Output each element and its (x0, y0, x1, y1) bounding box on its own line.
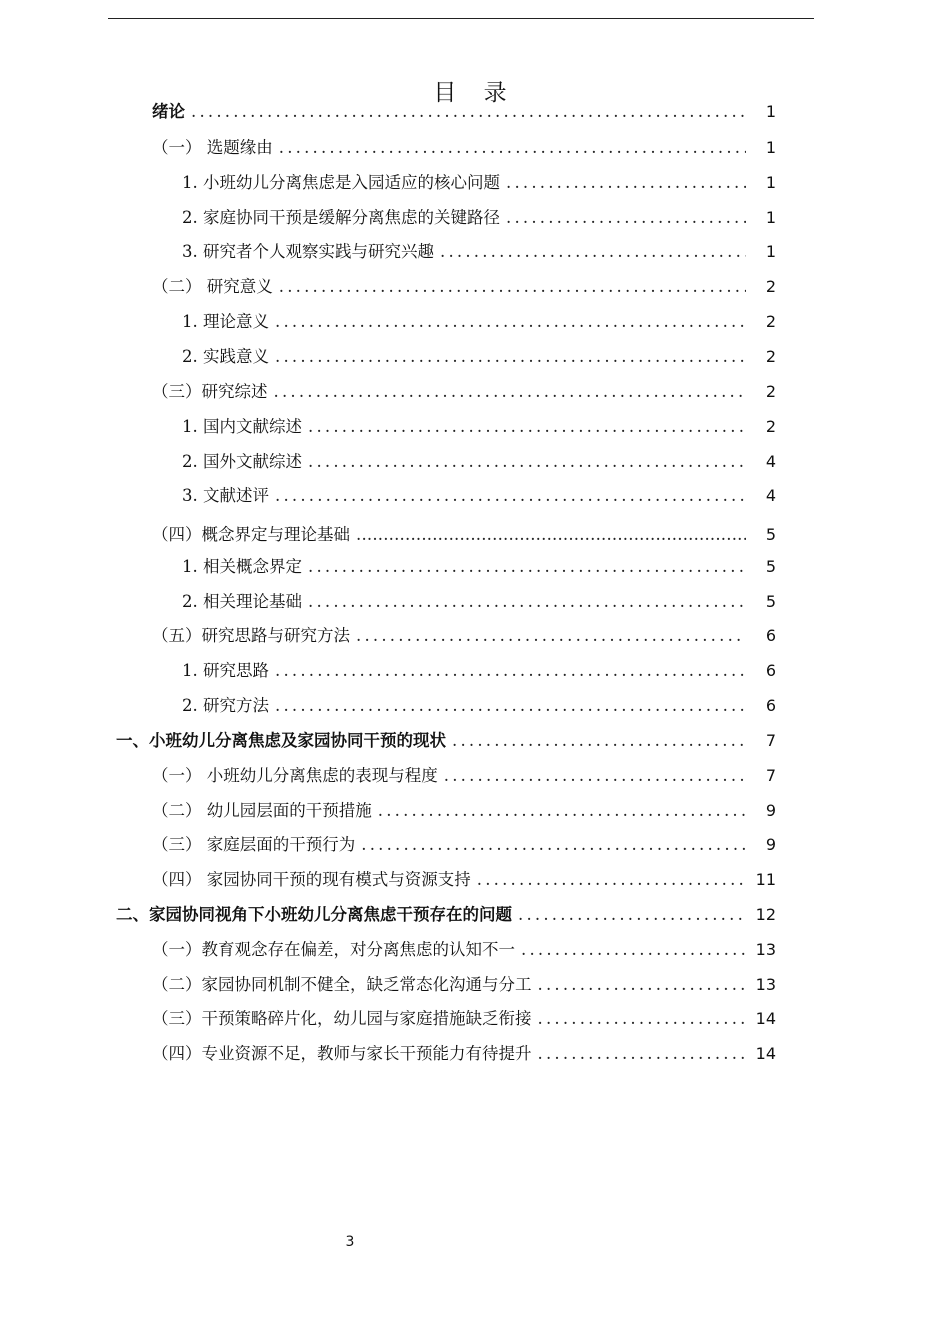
toc-leader-dots (279, 138, 746, 157)
toc-entry-label: 1. 相关概念界定 (182, 557, 302, 576)
toc-entry-label: （四）概念界定与理论基础 (152, 525, 350, 544)
toc-entry-label: （二） 研究意义 (152, 277, 273, 296)
toc-leader-dots (538, 1009, 747, 1028)
toc-entry[interactable] (182, 308, 776, 332)
toc-entry-page: 13 (755, 975, 776, 994)
toc-entry-label: （一） 小班幼儿分离焦虑的表现与程度 (152, 766, 438, 785)
toc-entry-page: 6 (765, 696, 776, 715)
toc-leader-dots (538, 975, 747, 994)
toc-entry[interactable] (152, 1040, 776, 1064)
toc-entry-label: 1. 理论意义 (182, 312, 269, 331)
toc-entry-label: 1. 小班幼儿分离焦虑是入园适应的核心问题 (182, 173, 500, 192)
toc-entry[interactable] (182, 343, 776, 367)
toc-title: 目 录 (433, 80, 517, 106)
toc-entry-label: 3. 研究者个人观察实践与研究兴趣 (182, 242, 434, 261)
toc-entry[interactable] (116, 901, 776, 925)
toc-entry-label: （二）家园协同机制不健全，缺乏常态化沟通与分工 (152, 975, 532, 994)
toc-entry-page: 2 (765, 382, 776, 401)
toc-leader-dots (308, 452, 746, 471)
toc-entry-label: （二） 幼儿园层面的干预措施 (152, 801, 372, 820)
toc-leader-dots (444, 766, 746, 785)
toc-entry-page: 2 (765, 312, 776, 331)
toc-leader-dots (275, 661, 746, 680)
toc-entry-label: （三） 家庭层面的干预行为 (152, 835, 356, 854)
toc-entry[interactable] (152, 98, 776, 122)
toc-entry[interactable] (182, 482, 776, 506)
toc-entry-label: 二、家园协同视角下小班幼儿分离焦虑干预存在的问题 (116, 905, 512, 924)
toc-entry-label: 3. 文献述评 (182, 486, 269, 505)
toc-entry-page: 2 (765, 417, 776, 436)
toc-entry[interactable] (152, 273, 776, 297)
toc-leader-dots (356, 626, 746, 645)
toc-entry-label: （四）专业资源不足，教师与家长干预能力有待提升 (152, 1044, 532, 1063)
toc-entry-page: 7 (765, 731, 776, 750)
toc-entry-page: 5 (765, 592, 776, 611)
toc-leader-dots (275, 696, 746, 715)
toc-entry-page: 9 (765, 801, 776, 820)
toc-entry-page: 4 (765, 486, 776, 505)
toc-entry[interactable] (152, 971, 776, 995)
toc-entry-page: 1 (765, 138, 776, 157)
toc-leader-dots (361, 835, 746, 854)
toc-entry[interactable] (182, 413, 776, 437)
toc-entry-label: 2. 实践意义 (182, 347, 269, 366)
toc-entry-page: 14 (755, 1009, 776, 1028)
toc-leader-dots (308, 557, 746, 576)
toc-entry-page: 2 (765, 347, 776, 366)
toc-entry-label: （三）研究综述 (152, 382, 268, 401)
toc-entry-label: 1. 国内文献综述 (182, 417, 302, 436)
toc-leader-dots (521, 940, 746, 959)
toc-entry-page: 4 (765, 452, 776, 471)
toc-entry-page: 6 (765, 661, 776, 680)
toc-entry-page: 1 (765, 173, 776, 192)
toc-leader-dots (440, 242, 746, 261)
toc-leader-dots (275, 347, 746, 366)
toc-entry-label: 2. 家庭协同干预是缓解分离焦虑的关键路径 (182, 208, 500, 227)
toc-entry-page: 2 (765, 277, 776, 296)
toc-leader-dots (506, 208, 746, 227)
toc-entry[interactable] (182, 448, 776, 472)
toc-entry-page: 5 (765, 525, 776, 544)
toc-entry-label: 2. 国外文献综述 (182, 452, 302, 471)
toc-entry[interactable] (152, 622, 776, 646)
toc-leader-dots (477, 870, 746, 889)
toc-entry-label: 绪论 (152, 102, 185, 121)
toc-leader-dots (274, 382, 747, 401)
toc-entry-page: 12 (755, 905, 776, 924)
toc-leader-dots (308, 592, 746, 611)
toc-entry[interactable] (152, 762, 776, 786)
toc-entry-page: 11 (755, 870, 776, 889)
toc-entry-label: 2. 研究方法 (182, 696, 269, 715)
toc-leader-dots (356, 525, 746, 544)
toc-entry-label: （一）教育观念存在偏差，对分离焦虑的认知不一 (152, 940, 515, 959)
toc-entry-page: 9 (765, 835, 776, 854)
toc-entry-page: 7 (765, 766, 776, 785)
toc-leader-dots (378, 801, 746, 820)
toc-entry-label: （五）研究思路与研究方法 (152, 626, 350, 645)
toc-entry[interactable] (182, 238, 776, 262)
toc-leader-dots (279, 277, 746, 296)
page-number: 3 (345, 1234, 355, 1250)
toc-entry[interactable] (152, 378, 776, 402)
toc-entry[interactable] (152, 1005, 776, 1029)
toc-entry[interactable] (152, 831, 776, 855)
toc-leader-dots (452, 731, 746, 750)
toc-leader-dots (308, 417, 746, 436)
toc-entry-label: 1. 研究思路 (182, 661, 269, 680)
header-rule (108, 18, 814, 19)
toc-entry[interactable] (182, 204, 776, 228)
toc-entry-label: 一、小班幼儿分离焦虑及家园协同干预的现状 (116, 731, 446, 750)
toc-entry-label: （四） 家园协同干预的现有模式与资源支持 (152, 870, 471, 889)
toc-leader-dots (275, 486, 746, 505)
toc-entry[interactable] (182, 692, 776, 716)
toc-entry-label: （一） 选题缘由 (152, 138, 273, 157)
toc-entry-page: 13 (755, 940, 776, 959)
toc-entry[interactable] (116, 727, 776, 751)
toc-entry[interactable] (182, 588, 776, 612)
toc-entry-page: 14 (755, 1044, 776, 1063)
toc-entry[interactable] (182, 169, 776, 193)
toc-entry-page: 1 (765, 208, 776, 227)
toc-entry-page: 5 (765, 557, 776, 576)
toc-leader-dots (275, 312, 746, 331)
toc-entry[interactable] (182, 553, 776, 577)
toc-entry[interactable] (152, 134, 776, 158)
toc-leader-dots (518, 905, 746, 924)
toc-entry[interactable] (152, 866, 776, 890)
toc-entry[interactable] (152, 936, 776, 960)
toc-entry-page: 6 (765, 626, 776, 645)
toc-entry-label: 2. 相关理论基础 (182, 592, 302, 611)
toc-entry-page: 1 (765, 102, 776, 121)
toc-leader-dots (191, 102, 746, 121)
toc-entry[interactable] (182, 657, 776, 681)
toc-leader-dots (538, 1044, 747, 1063)
toc-entry-label: （三）干预策略碎片化，幼儿园与家庭措施缺乏衔接 (152, 1009, 532, 1028)
toc-entry-page: 1 (765, 242, 776, 261)
toc-entry[interactable] (152, 521, 776, 545)
toc-leader-dots (506, 173, 746, 192)
toc-entry[interactable] (152, 797, 776, 821)
